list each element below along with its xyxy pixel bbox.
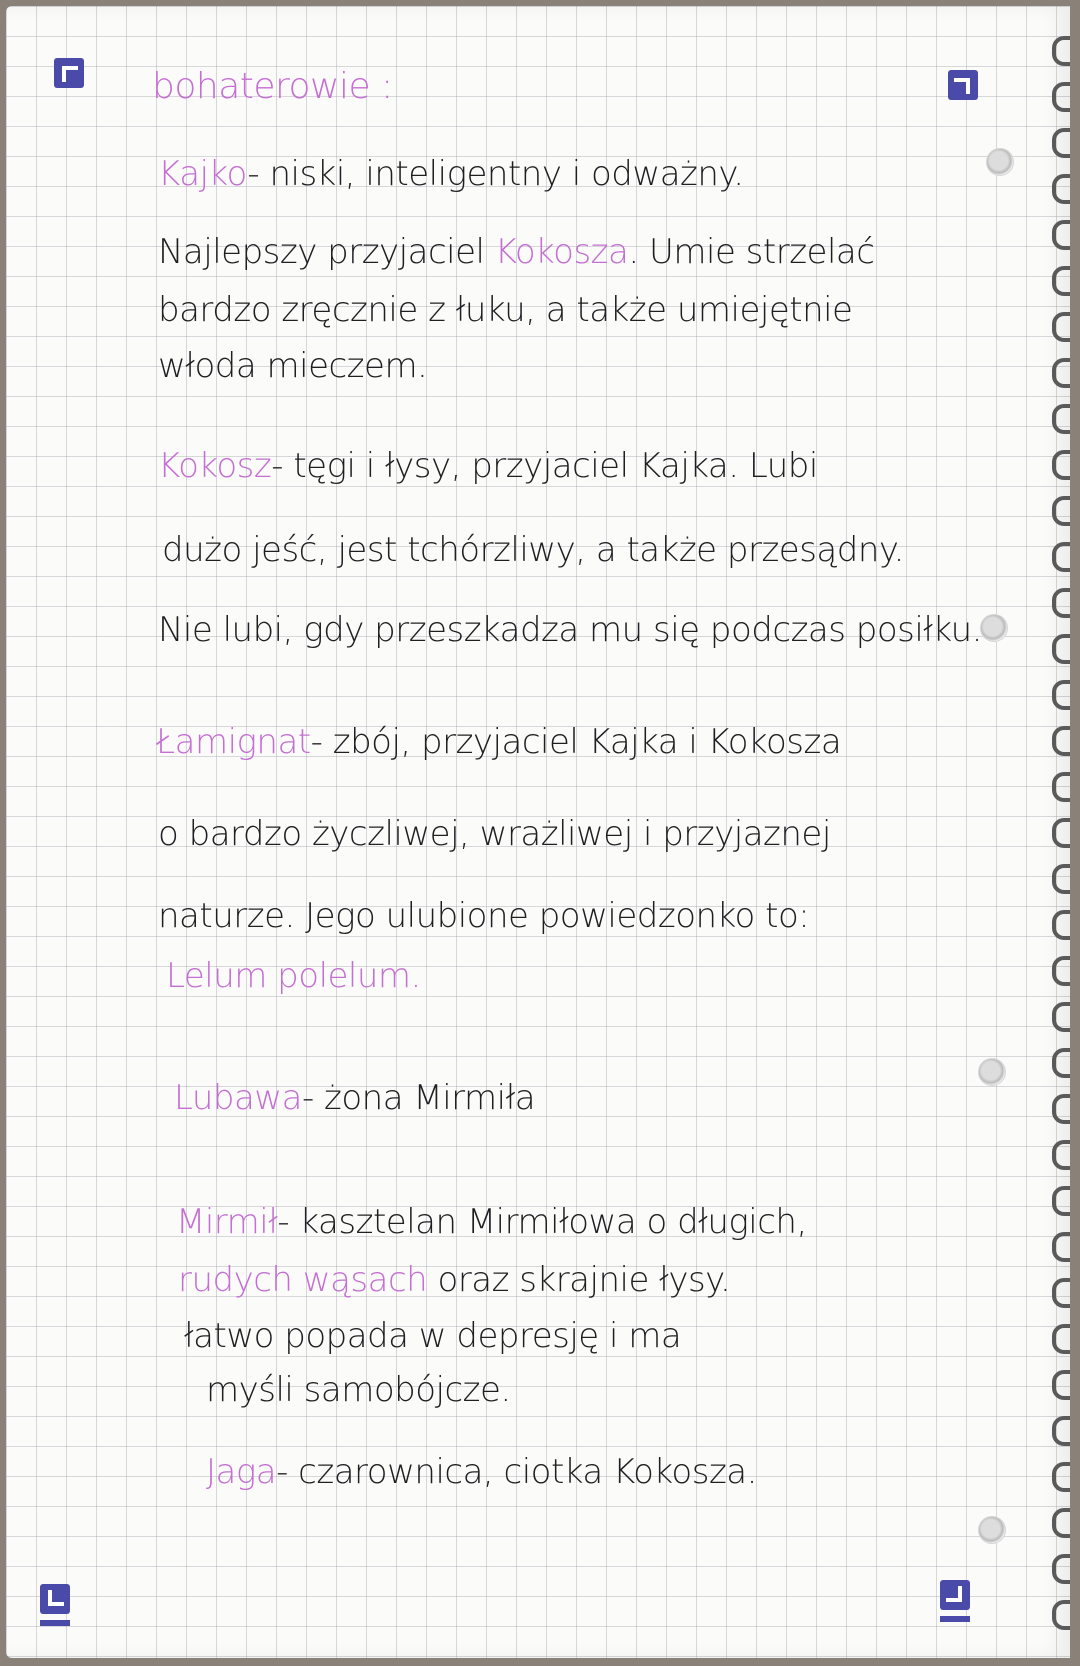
spiral-ring-icon bbox=[1052, 1324, 1070, 1354]
entry-lubawa-line bbox=[174, 1078, 535, 1118]
spiral-ring-icon bbox=[1052, 1462, 1070, 1492]
spiral-ring-icon bbox=[1052, 1048, 1070, 1078]
punch-hole-icon bbox=[986, 148, 1014, 176]
character-name: Mirmił bbox=[176, 1202, 278, 1242]
spiral-ring-icon bbox=[1052, 1370, 1070, 1400]
corner-marker-icon bbox=[40, 1584, 70, 1614]
entry-lamignat-line bbox=[156, 722, 841, 762]
spiral-ring-icon bbox=[1052, 726, 1070, 756]
spiral-ring-icon bbox=[1052, 82, 1070, 112]
spiral-ring-icon bbox=[1052, 404, 1070, 434]
description-text: - niski, inteligentny i odważny. bbox=[247, 154, 744, 194]
entry-kajko-line bbox=[158, 154, 744, 194]
spiral-ring-icon bbox=[1052, 266, 1070, 296]
spiral-ring-icon bbox=[1052, 1600, 1070, 1630]
spiral-ring-icon bbox=[1052, 220, 1070, 250]
entry-jaga-line bbox=[206, 1452, 757, 1492]
spiral-ring-icon bbox=[1052, 1186, 1070, 1216]
spiral-ring-icon bbox=[1052, 174, 1070, 204]
catchphrase: Lelum polelum. bbox=[166, 956, 421, 996]
corner-bar bbox=[940, 1616, 970, 1622]
spiral-ring-icon bbox=[1052, 1140, 1070, 1170]
corner-marker-icon bbox=[948, 70, 978, 100]
spiral-ring-icon bbox=[1052, 818, 1070, 848]
spiral-ring-icon bbox=[1052, 1002, 1070, 1032]
character-name: Jaga bbox=[206, 1452, 277, 1492]
description-text: - zbój, przyjaciel Kajka i Kokosza bbox=[310, 722, 842, 762]
description-text: oraz skrajnie łysy. bbox=[427, 1260, 731, 1300]
punch-hole-icon bbox=[978, 1516, 1006, 1544]
spiral-ring-icon bbox=[1052, 1232, 1070, 1262]
character-name: Kokosz bbox=[158, 446, 272, 486]
character-name: Łamignat bbox=[156, 722, 311, 762]
spiral-ring-icon bbox=[1052, 36, 1070, 66]
spiral-ring-icon bbox=[1052, 956, 1070, 986]
character-name: Lubawa bbox=[174, 1078, 302, 1118]
description-text: bardzo zręcznie z łuku, a także umiejętnie bbox=[158, 290, 853, 330]
corner-marker-icon bbox=[54, 58, 84, 88]
corner-bar bbox=[40, 1620, 70, 1626]
description-text: naturze. Jego ulubione powiedzonko to: bbox=[158, 896, 810, 936]
character-name: Kajko bbox=[158, 154, 248, 194]
spiral-ring-icon bbox=[1052, 450, 1070, 480]
description-text: . Umie strzelać bbox=[628, 232, 875, 272]
entry-mirmil-line bbox=[176, 1202, 807, 1242]
description-text: - żona Mirmiła bbox=[301, 1078, 536, 1118]
description-text: - czarownica, ciotka Kokosza. bbox=[276, 1452, 757, 1492]
spiral-ring-icon bbox=[1052, 496, 1070, 526]
spiral-ring-icon bbox=[1052, 680, 1070, 710]
entry-kajko-line bbox=[158, 232, 874, 272]
spiral-ring-icon bbox=[1052, 358, 1070, 388]
spiral-ring-icon bbox=[1052, 772, 1070, 802]
description-text: włoda mieczem. bbox=[158, 346, 428, 386]
spiral-ring-icon bbox=[1052, 588, 1070, 618]
spiral-ring-icon bbox=[1052, 1094, 1070, 1124]
description-text: - kasztelan Mirmiłowa o długich, bbox=[277, 1202, 807, 1242]
spiral-ring-icon bbox=[1052, 910, 1070, 940]
spiral-ring-icon bbox=[1052, 1554, 1070, 1584]
corner-marker-icon bbox=[940, 1580, 970, 1610]
spiral-ring-icon bbox=[1052, 312, 1070, 342]
description-text: Najlepszy przyjaciel bbox=[158, 232, 495, 272]
notebook-page bbox=[6, 6, 1070, 1658]
punch-hole-icon bbox=[978, 1058, 1006, 1086]
character-name-ref: Kokosza bbox=[494, 232, 629, 272]
spiral-ring-icon bbox=[1052, 634, 1070, 664]
entry-kokosz-line bbox=[158, 446, 818, 486]
description-text: Nie lubi, gdy przeszkadza mu się podczas posiłku. bbox=[158, 610, 982, 650]
description-text: dużo jeść, jest tchórzliwy, a także przesądny. bbox=[162, 530, 904, 570]
spiral-ring-icon bbox=[1052, 128, 1070, 158]
spiral-ring-icon bbox=[1052, 542, 1070, 572]
spiral-ring-icon bbox=[1052, 1416, 1070, 1446]
punch-hole-icon bbox=[980, 614, 1008, 642]
spiral-ring-icon bbox=[1052, 1508, 1070, 1538]
entry-mirmil-line bbox=[178, 1260, 730, 1300]
highlight-text: rudych wąsach bbox=[178, 1260, 428, 1300]
spiral-ring-icon bbox=[1052, 864, 1070, 894]
description-text: łatwo popada w depresję i ma bbox=[184, 1316, 682, 1356]
description-text: o bardzo życzliwej, wrażliwej i przyjaznej bbox=[158, 814, 831, 854]
description-text: - tęgi i łysy, przyjaciel Kajka. Lubi bbox=[271, 446, 818, 486]
description-text: myśli samobójcze. bbox=[206, 1370, 511, 1410]
page-heading: bohaterowie : bbox=[152, 66, 393, 107]
spiral-ring-icon bbox=[1052, 1278, 1070, 1308]
